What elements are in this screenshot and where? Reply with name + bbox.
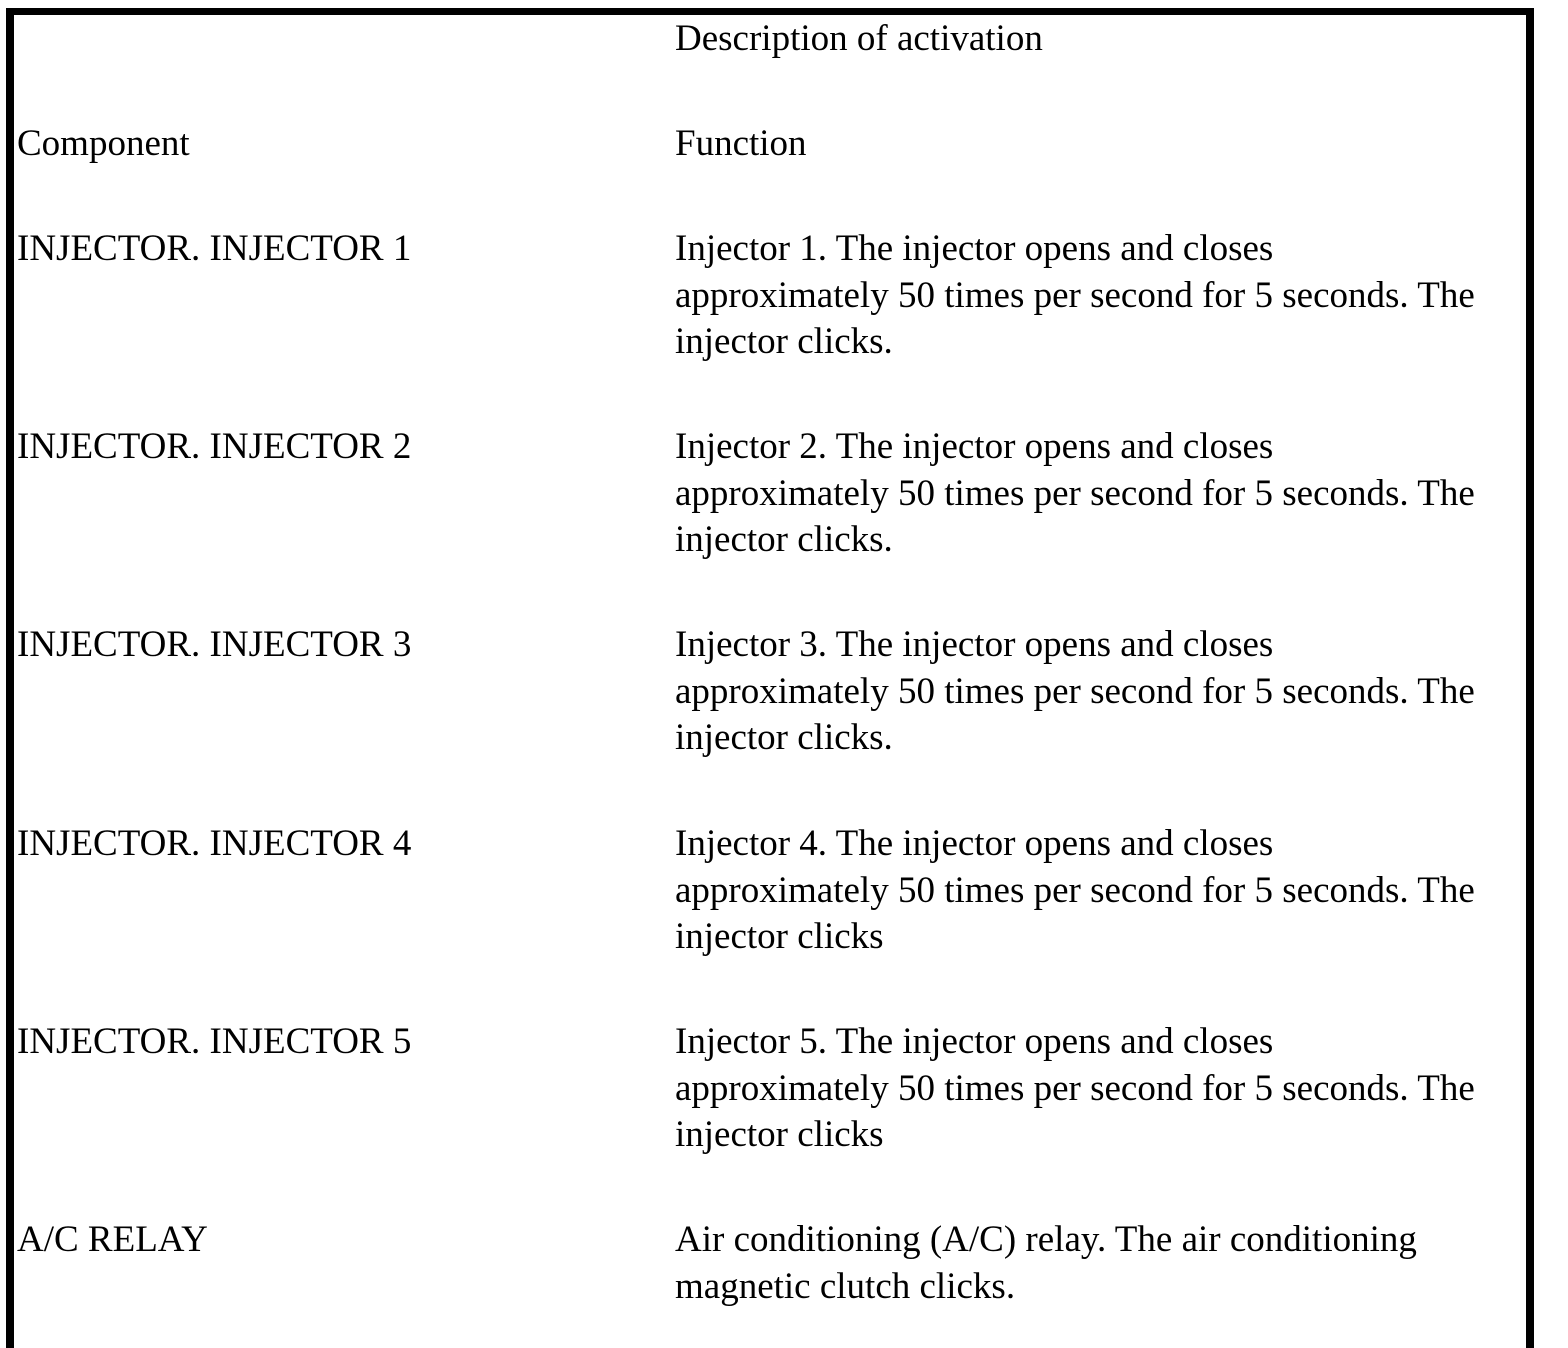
row-4-function <box>675 821 1475 961</box>
row-5-function-line-1: Injector 5. The injector opens and closes <box>675 1021 1274 1062</box>
row-4-function-line-3: injector clicks <box>675 916 884 957</box>
row-4-component: INJECTOR. INJECTOR 4 <box>17 823 412 864</box>
row-2-function <box>675 424 1475 564</box>
column-header-function: Function <box>675 123 807 164</box>
column-header-component: Component <box>17 123 190 164</box>
row-1-component: INJECTOR. INJECTOR 1 <box>17 228 412 269</box>
row-2-component: INJECTOR. INJECTOR 2 <box>17 426 412 467</box>
row-3-function-line-1: Injector 3. The injector opens and closes <box>675 624 1274 665</box>
row-1-function-line-1: Injector 1. The injector opens and closes <box>675 228 1274 269</box>
row-1-function-line-2: approximately 50 times per second for 5 seconds. The <box>675 274 1475 316</box>
row-6-function-line-2: magnetic clutch clicks. <box>675 1265 1016 1307</box>
row-6-function <box>675 1217 1417 1310</box>
row-5-function <box>675 1019 1475 1159</box>
row-3-component: INJECTOR. INJECTOR 3 <box>17 624 412 665</box>
row-5-function-line-3: injector clicks <box>675 1114 884 1155</box>
row-4-function-line-2: approximately 50 times per second for 5 seconds. The <box>675 869 1475 911</box>
row-6-component: A/C RELAY <box>17 1219 208 1260</box>
row-3-function-line-3: injector clicks. <box>675 717 893 758</box>
row-5-component: INJECTOR. INJECTOR 5 <box>17 1021 412 1062</box>
header-group-label: Description of activation <box>675 18 1043 59</box>
row-1-function <box>675 226 1475 366</box>
row-6-function-line-1: Air conditioning (A/C) relay. The air conditioning <box>675 1219 1417 1260</box>
row-4-function-line-1: Injector 4. The injector opens and closes <box>675 823 1274 864</box>
row-5-function-line-2: approximately 50 times per second for 5 seconds. The <box>675 1067 1475 1109</box>
row-2-function-line-2: approximately 50 times per second for 5 seconds. The <box>675 472 1475 514</box>
row-2-function-line-1: Injector 2. The injector opens and closes <box>675 426 1274 467</box>
row-3-function <box>675 622 1475 762</box>
row-2-function-line-3: injector clicks. <box>675 519 893 560</box>
row-3-function-line-2: approximately 50 times per second for 5 seconds. The <box>675 670 1475 712</box>
row-1-function-line-3: injector clicks. <box>675 321 893 362</box>
